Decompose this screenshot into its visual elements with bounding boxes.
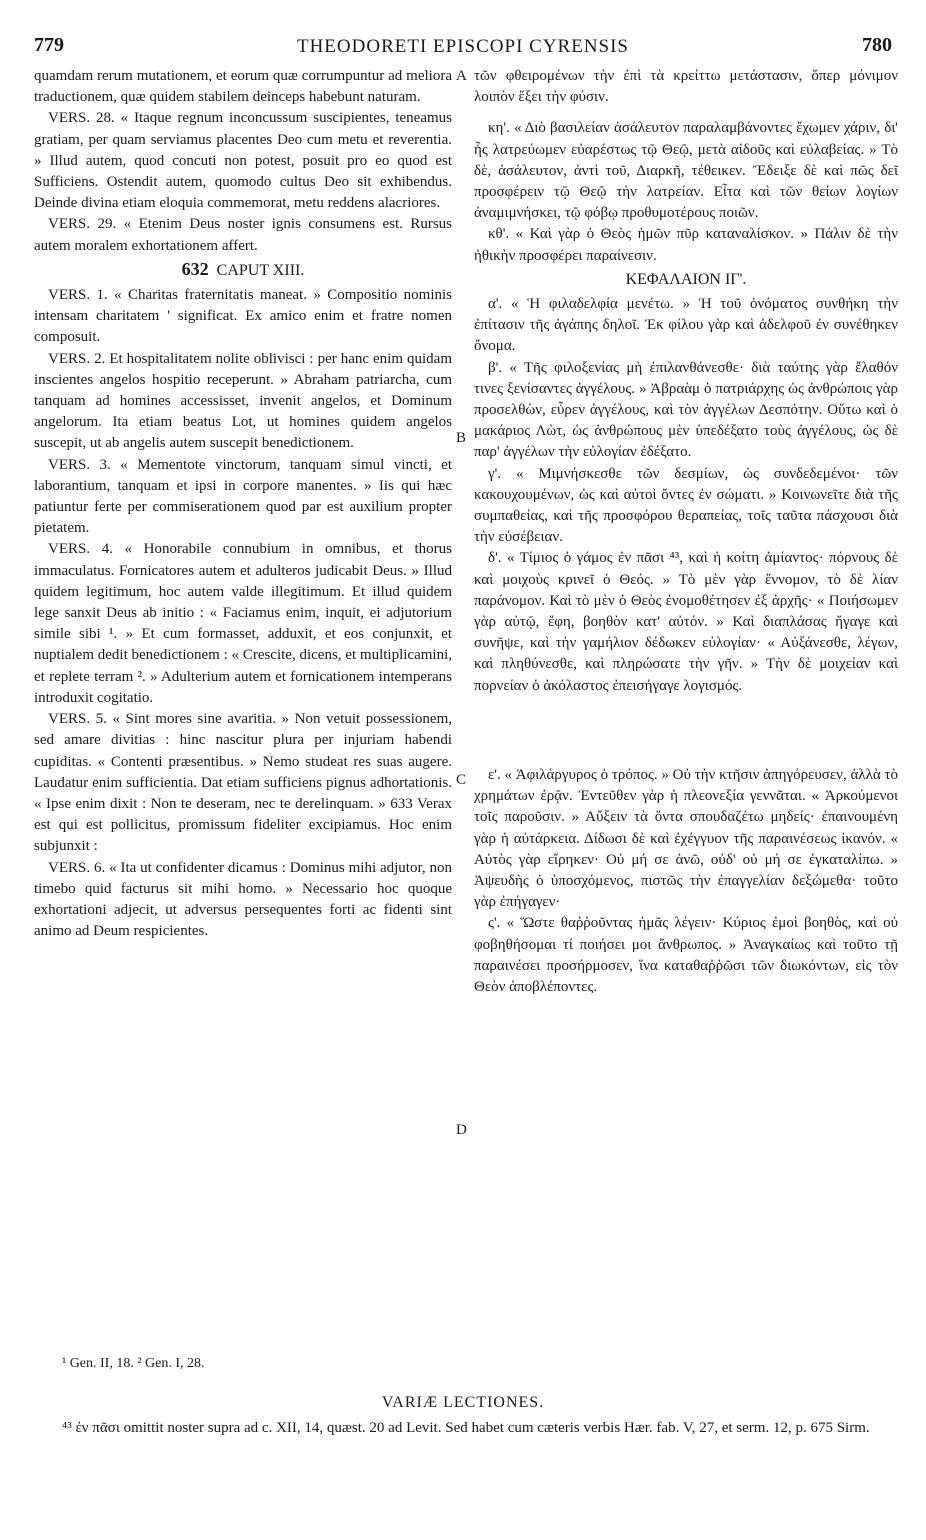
latin-verse-28: VERS. 28. « Itaque regnum inconcussum suscipientes, teneamus gratiam, per quam serviamus placentes Deo cum metu et reverentia. » Illud autem, quod concuti non potest, posuit pro eo quod est Sufficiens. Ostendit autem, quomodo cultus Deo sit exhibendus. Deinde divina etiam eloquia commemorat, metu reddens alacriores.: [34, 110, 452, 212]
footnotes: ¹ Gen. II, 18. ² Gen. I, 28.: [62, 1356, 205, 1371]
running-title: THEODORETI EPISCOPI CYRENSIS: [296, 36, 630, 57]
latin-verse-4: VERS. 4. « Honorabile connubium in omnibus, et thorus immaculatus. Fornicatores autem et adulteros judicabit Deus. » Illud quidem legitimum, hoc autem valde illegitimum. Et illud quidem lege sanxit Deus ab initio : « Faciamus enim, inquit, ei adjutorium simile sibi ¹. » Et cum formasset, adduxit, et eos conjunxit, et nuptialem dedit benedictionem : « Crescite, dicens, et multiplicamini, et replete terram ². » Adulterium autem et fornicationem intemperans introduxit cogitatio.: [34, 541, 452, 706]
greek-verse-5: ε'. « Ἀφιλάργυρος ὁ τρόπος. » Οὐ τὴν κτῆσιν ἀπηγόρευσεν, ἀλλὰ τὸ χρημάτων ἐρᾷν. Ἐντεῦθεν γὰρ ἡ πλεονεξία γεννᾶται. « Ἀρκούμενοι τοῖς παροῦσιν. » Αὔξειν τὰ ὄντα σπουδαζέτω μηδείς· ἐπαινουμένη γὰρ ἡ αὐτάρκεια. Δίδωσι δὲ καὶ ἐχέγγυον τῆς παραινέσεως ἱκανόν. « Αὐτὸς γὰρ εἴρηκεν· Οὐ μή σε ἀνῶ, οὐδ' οὐ μή σε ἐγκαταλίπω. » Ἀψευδὴς ὁ ὑποσχόμενος, πιστῶς τὴν ἐπαγγελίαν δεξώμεθα· τοῦτο γὰρ ἐπήγαγεν·: [474, 766, 898, 911]
variae-lectiones-text: ⁴³ ἐν πᾶσι omittit noster supra ad c. XII, 14, quæst. 20 ad Levit. Sed habet cum cæteris verbis Hær. fab. V, 27, et serm. 12, p. 675 Sirm.: [62, 1420, 870, 1436]
latin-verse-2: VERS. 2. Et hospitalitatem nolite oblivisci : per hanc enim quidam inscientes angelos hospitio receperunt. » Abraham patriarcha, cum tanquam ad homines accessisset, invenit angelos, et Dominum angelorum. Ita etiam beatus Lot, ut homines quidem angelos suscepit, ut ab angelis autem suscepit benedictionem.: [34, 350, 452, 452]
greek-verse-28: κη'. « Διὸ βασιλείαν ἀσάλευτον παραλαμβάνοντες ἔχωμεν χάριν, δι' ἧς λατρεύωμεν εὐαρέστως τῷ Θεῷ, μετὰ αἰδοῦς καὶ εὐλαβείας. » Τὸ δὲ, ἀσάλευτον, ἀντὶ τοῦ, Διαρκῆ, τέθεικεν. Ἔδειξε δὲ καὶ πῶς δεῖ προσφέρειν τῷ Θεῷ τὴν λατρείαν. Εἶτα καὶ τῶν θείων λογίων ἀναμιμνήσκει, τῷ φόβῳ προθυμοτέρους ποιῶν.: [474, 120, 898, 222]
latin-verse-1: VERS. 1. « Charitas fraternitatis maneat. » Compositio nominis intensam charitatem ' significat. Ex amico enim et fratre nomen composuit.: [34, 287, 452, 346]
latin-column: [34, 66, 452, 942]
greek-column: [474, 66, 898, 998]
greek-verse-4: δ'. « Τίμιος ὁ γάμος ἐν πᾶσι ⁴³, καὶ ἡ κοίτη ἀμίαντος· πόρνους δὲ καὶ μοιχοὺς κρινεῖ ὁ Θεός. » Τὸ μὲν γὰρ ἔννομον, τὸ δὲ λίαν παράνομον. Καὶ τὸ μὲν ὁ Θεὸς ἐνομοθέτησεν ἐξ ἀρχῆς· « Ποιήσωμεν γὰρ αὐτῷ, ἔφη, βοηθὸν κατ' αὐτόν. » Καὶ διαπλάσας ἤγαγε καὶ συνῆψε, καὶ τὴν γαμήλιον δέδωκεν εὐλογίαν· « Αὐξάνεσθε, λέγων, καὶ πληθύνεσθε, καὶ πληρώσατε τὴν γῆν. » Τὴν δὲ μοιχείαν καὶ πορνείαν ὁ ἀκόλαστος ἐπεισήγαγε λογισμός.: [474, 550, 898, 694]
greek-verse-3: γ'. « Μιμνήσκεσθε τῶν δεσμίων, ὡς συνδεδεμένοι· τῶν κακουχουμένων, ὡς καὶ αὐτοὶ ὄντες ἐν σώματι. » Κοινωνεῖτε διὰ τῆς συμπαθείας, καὶ τῆς προσφόρου θεραπείας, τοῖς ταῦτα πάσχουσι διὰ τὴν εὐσέβειαν.: [474, 465, 898, 546]
latin-intro: quamdam rerum mutationem, et eorum quæ corrumpuntur ad meliora traductionem, quæ quidem stabilem deinceps habebunt naturam.: [34, 68, 452, 106]
page-number-right: 780: [862, 34, 892, 56]
margin-marker-b: B: [456, 430, 467, 446]
greek-intro: τῶν φθειρομένων τὴν ἐπὶ τὰ κρείττω μετάστασιν, ὅπερ μόνιμον λοιπὸν ἕξει τὴν φύσιν.: [474, 68, 898, 106]
margin-marker-d: D: [456, 1122, 467, 1138]
latin-verse-5: VERS. 5. « Sint mores sine avaritia. » Non vetuit possessionem, sed amare divitias : hinc nascitur plura per injuriam habendi cupiditas. « Contenti præsentibus. » Nemo studeat res suas augere. Laudatur enim sufficientia. Dat etiam sufficiens pignus adhortationis. « Ipse enim dixit : Non te deseram, nec te derelinquam. » 633 Verax est qui est pollicitus, promissum fideliter excipiamus. Hoc enim subjunxit :: [34, 711, 452, 855]
page-number-left: 779: [34, 34, 64, 56]
migne-column-number: 632: [181, 258, 209, 279]
latin-verse-3: VERS. 3. « Mementote vinctorum, tanquam simul vincti, et laborantium, tanquam et ipsi in corpore manentes. » Iis qui hæc patiuntur ferte per commiserationem quod par est auxilium propter pietatem.: [34, 456, 452, 537]
margin-marker-a: A: [456, 68, 467, 84]
page-header: [30, 34, 896, 64]
greek-verse-29: κθ'. « Καὶ γὰρ ὁ Θεὸς ἡμῶν πῦρ καταναλίσκον. » Πάλιν δὲ τὴν ἠθικὴν προσφέρει παραίνεσιν.: [474, 226, 898, 264]
greek-chapter-heading: ΚΕΦΑΛΑΙΟΝ ΙΓ'.: [625, 270, 747, 288]
margin-marker-c: C: [456, 772, 467, 788]
latin-chapter-title: CAPUT XIII.: [216, 261, 305, 279]
greek-verse-2: β'. « Τῆς φιλοξενίας μὴ ἐπιλανθάνεσθε· διὰ ταύτης γὰρ ἔλαθόν τινες ξενίσαντες ἀγγέλους. » Ἀβραὰμ ὁ πατριάρχης ὡς ἀνθρώποις γὰρ προσελθὼν, εὗρεν ἀγγέλους, καὶ τὸν ἀγγέλων Δεσπότην. Οὕτω καὶ ὁ μακάριος Λὼτ, ὡς ἀνθρώπους μὲν ὑπεδέξατο τοὺς ἀγγέλους, ὡς δὲ παρ' ἀγγέλων τὴν εὐλογίαν ἐδέξατο.: [474, 359, 898, 461]
greek-verse-6: ς'. « Ὥστε θαῤῥοῦντας ἡμᾶς λέγειν· Κύριος ἐμοὶ βοηθὸς, καὶ οὐ φοβηθήσομαι τί ποιήσει μοι ἄνθρωπος. » Ἀναγκαίως καὶ τοῦτο τῇ παραινέσει προσήρμοσεν, ἵνα καταθαῤῥῶσι τῶν διωκόντων, εἰς τὸν Θεὸν ἀποβλέποντες.: [474, 915, 898, 995]
greek-verse-1: α'. « Ἡ φιλαδελφία μενέτω. » Ἡ τοῦ ὀνόματος συνθήκη τὴν ἐπίτασιν τῆς ἀγάπης δηλοῖ. Ἐκ φίλου γὰρ καὶ ἀδελφοῦ ἐν συνέθηκεν ὄνομα.: [474, 296, 898, 355]
latin-verse-29: VERS. 29. « Etenim Deus noster ignis consumens est. Rursus autem moralem exhortationem affert.: [34, 216, 452, 254]
variae-lectiones-title: VARIÆ LECTIONES.: [381, 1394, 545, 1411]
latin-chapter-heading: [34, 259, 452, 281]
latin-verse-6: VERS. 6. « Ita ut confidenter dicamus : Dominus mihi adjutor, non timebo quid facturus sit mihi homo. » Necessario hoc quoque exhortationi adjecit, ut adversus persequentes forti ac fidenti sint animo ad Deum respicientes.: [34, 859, 452, 940]
